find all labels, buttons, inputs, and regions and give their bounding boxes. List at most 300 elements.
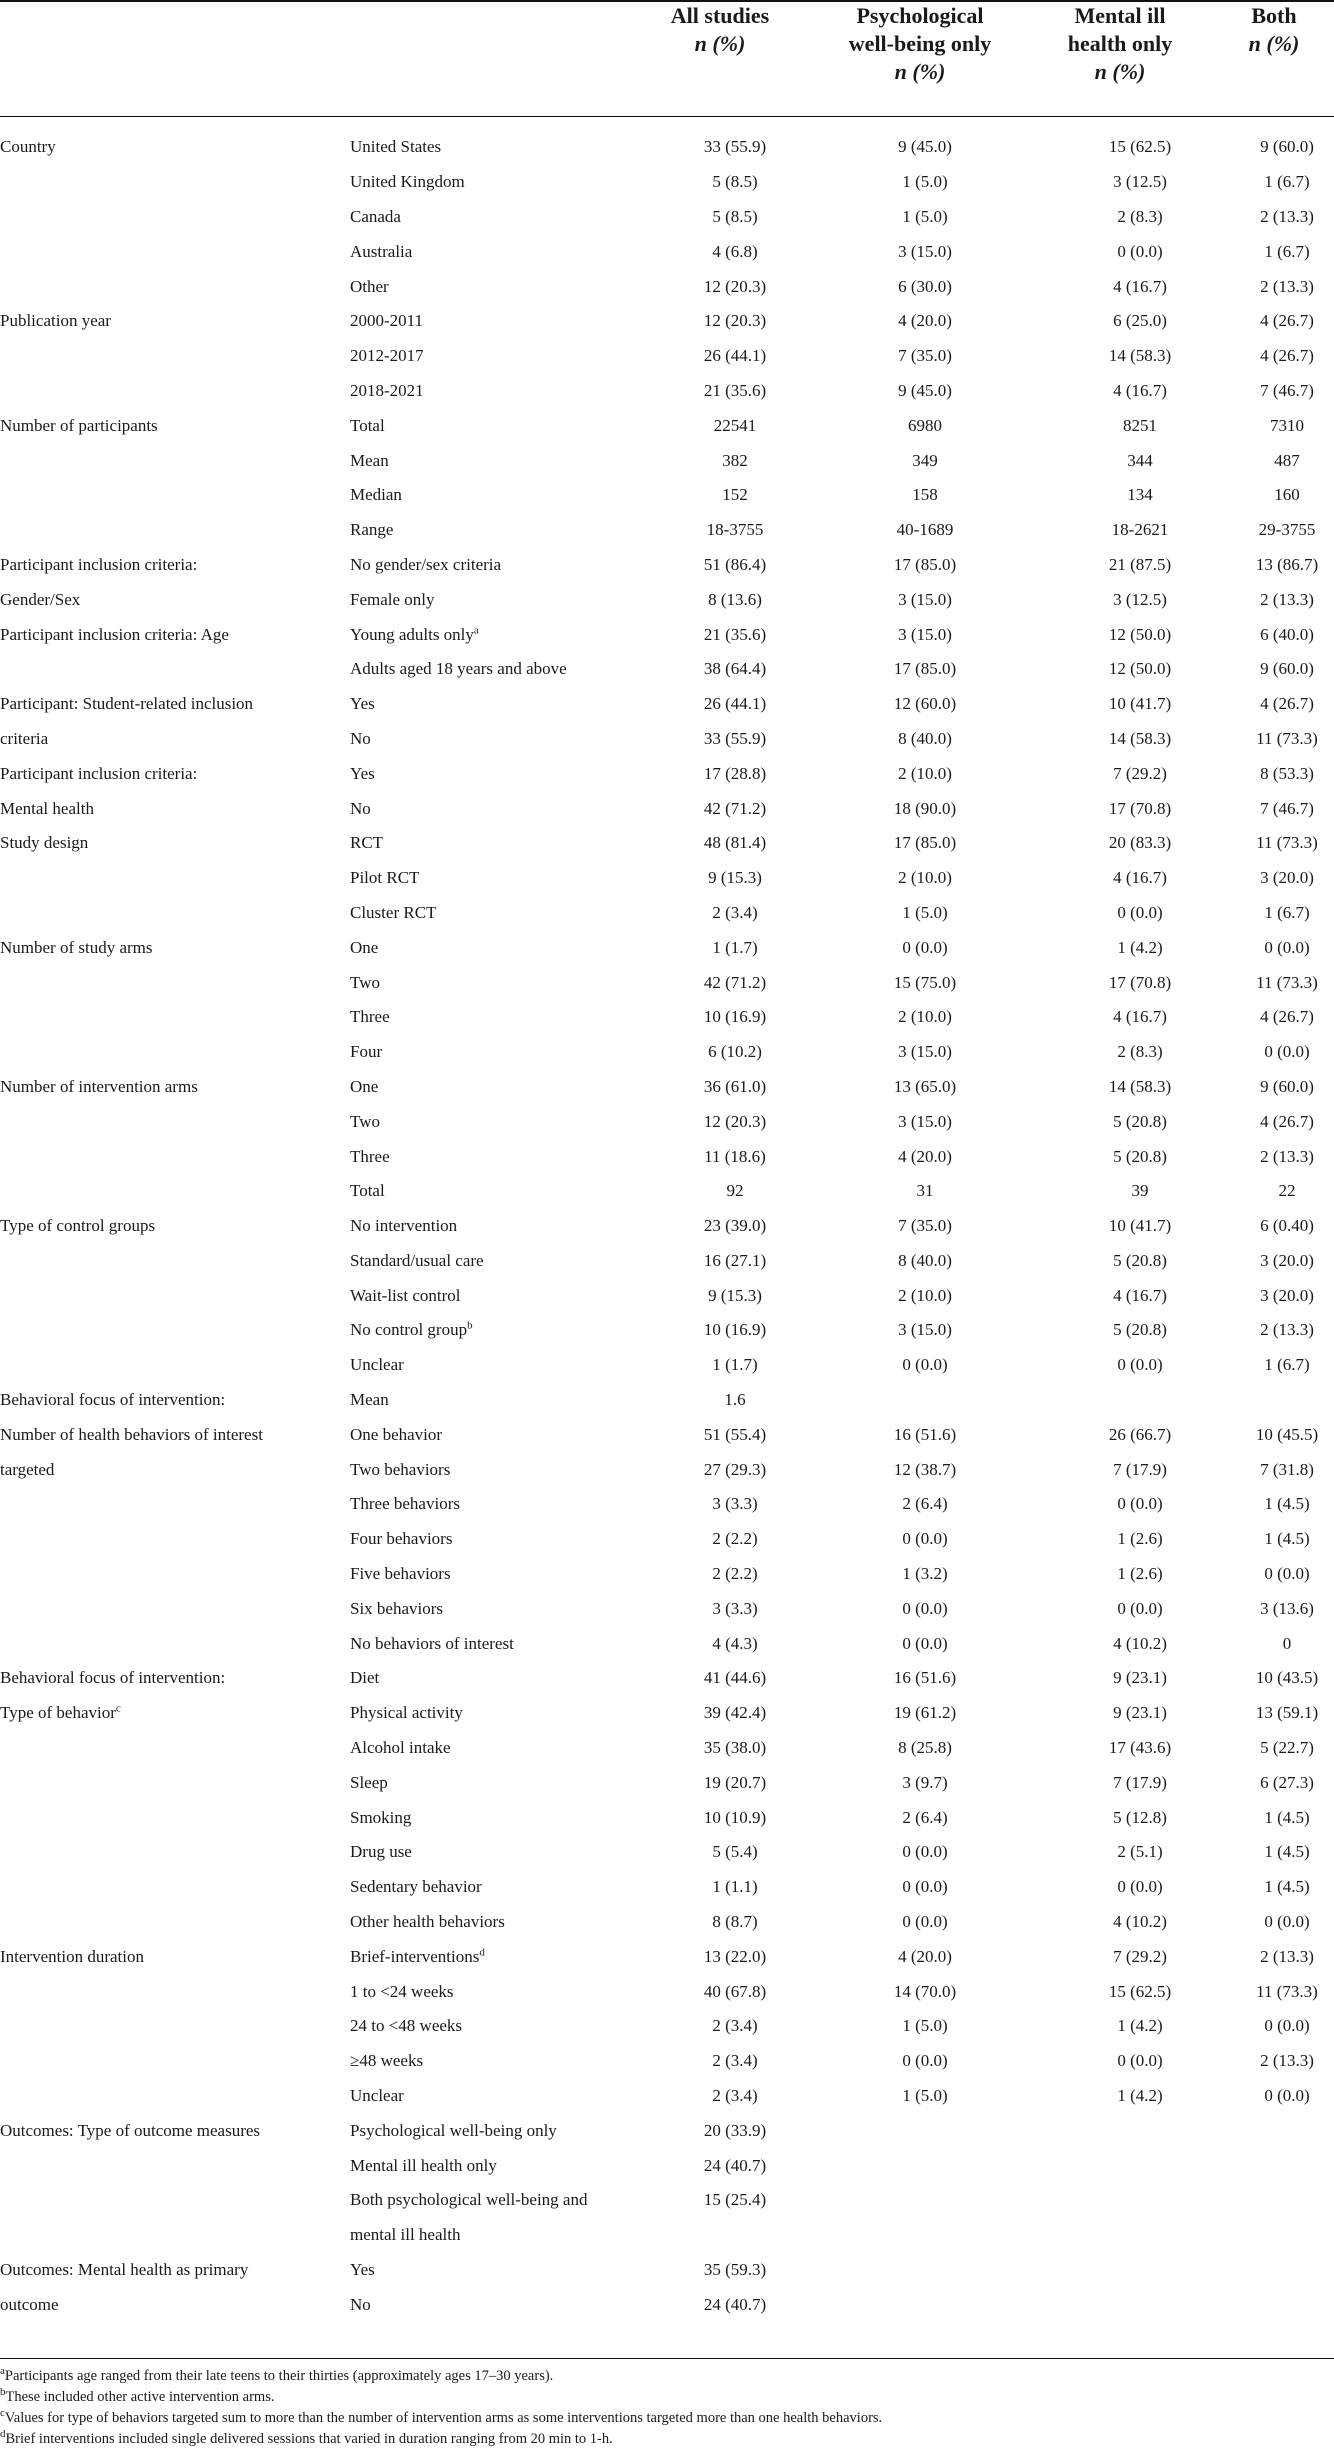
cell-both: 29-3755 xyxy=(1258,520,1316,540)
cell-psych: 1 (5.0) xyxy=(902,172,948,192)
row-category xyxy=(0,582,350,617)
cell-both: 6 (0.40) xyxy=(1260,1216,1314,1236)
cell-mental: 134 xyxy=(1127,485,1153,505)
row-label-text: United States xyxy=(350,137,442,157)
cell-both: 0 (0.0) xyxy=(1264,1042,1310,1062)
cell-both: 11 (73.3) xyxy=(1256,972,1318,992)
cell-both: 2 (13.3) xyxy=(1260,206,1314,226)
row-label-text: Adults aged 18 years and above xyxy=(350,659,567,679)
cell-psych: 17 (85.0) xyxy=(893,554,957,574)
header-all-studies xyxy=(630,2,810,58)
table-row xyxy=(0,478,1334,513)
row-category-text: Number of participants xyxy=(0,415,158,435)
row-category-text: Study design xyxy=(0,833,89,853)
row-category xyxy=(0,269,350,304)
row-label-text: Two behaviors xyxy=(350,1459,451,1479)
cell-all: 33 (55.9) xyxy=(703,728,767,748)
cell-both: 1 (4.5) xyxy=(1264,1529,1310,1549)
cell-psych: 3 (15.0) xyxy=(898,1042,952,1062)
cell-psych xyxy=(810,2218,1040,2253)
row-label xyxy=(350,617,660,652)
table-row xyxy=(0,1626,1334,1661)
cell-both: 10 (45.5) xyxy=(1255,1424,1319,1444)
cell-psych: 7 (35.0) xyxy=(898,1216,952,1236)
row-label xyxy=(350,1104,660,1139)
cell-mental: 9 (23.1) xyxy=(1113,1668,1167,1688)
row-label-text: United Kingdom xyxy=(350,172,465,192)
row-category xyxy=(0,1731,350,1766)
cell-psych: 15 (75.0) xyxy=(893,972,957,992)
cell-mental: 9 (23.1) xyxy=(1113,1703,1167,1723)
row-category xyxy=(0,234,350,269)
row-category xyxy=(0,652,350,687)
row-label xyxy=(350,582,660,617)
cell-psych: 8 (40.0) xyxy=(898,1250,952,1270)
row-category xyxy=(0,826,350,861)
row-category xyxy=(0,548,350,583)
cell-both: 7 (46.7) xyxy=(1260,798,1314,818)
row-category xyxy=(0,130,350,165)
row-label-text: Range xyxy=(350,520,394,540)
cell-psych: 13 (65.0) xyxy=(893,1076,957,1096)
cell-psych xyxy=(810,2113,1040,2148)
row-label-text: Unclear xyxy=(350,1355,404,1375)
cell-mental: 10 (41.7) xyxy=(1108,1216,1172,1236)
table-row xyxy=(0,1313,1334,1348)
row-category-text: Outcomes: Mental health as primary xyxy=(0,2260,249,2279)
row-label-text: One xyxy=(350,1076,379,1096)
table-row xyxy=(0,1765,1334,1800)
footnote-mark: d xyxy=(479,1946,485,1959)
table-row xyxy=(0,304,1334,339)
table-row xyxy=(0,652,1334,687)
row-label xyxy=(350,304,660,339)
cell-both: 11 (73.3) xyxy=(1256,1981,1318,2001)
header-psych-line2: well-being only xyxy=(848,31,992,56)
cell-mental: 4 (16.7) xyxy=(1113,380,1167,400)
cell-all: 5 (8.5) xyxy=(712,206,758,226)
row-label xyxy=(350,1487,660,1522)
row-category xyxy=(0,861,350,896)
row-category-text: Intervention duration xyxy=(0,1946,144,1966)
row-label-text: Yes xyxy=(350,763,375,783)
cell-all: 2 (3.4) xyxy=(712,902,758,922)
cell-all: 39 (42.4) xyxy=(703,1703,767,1723)
cell-psych: 6 (30.0) xyxy=(898,276,952,296)
table-row xyxy=(0,861,1334,896)
table-row xyxy=(0,1696,1334,1731)
row-label xyxy=(350,1313,660,1348)
table-row xyxy=(0,2218,1334,2253)
table-row xyxy=(0,2044,1334,2079)
cell-mental xyxy=(1040,2183,1240,2218)
row-category xyxy=(0,1661,350,1696)
footnote-text: Values for type of behaviors targeted sum to more than the number of intervention arms as some interventions targeted more than one health behaviors. xyxy=(4,2410,883,2426)
row-category-text: Outcomes: Type of outcome measures xyxy=(0,2120,261,2140)
row-label xyxy=(350,513,660,548)
cell-both: 10 (43.5) xyxy=(1255,1668,1319,1688)
table-row xyxy=(0,1487,1334,1522)
cell-both: 22 xyxy=(1278,1181,1296,1201)
cell-both: 6 (40.0) xyxy=(1260,624,1314,644)
table-row xyxy=(0,1104,1334,1139)
row-label-text: Smoking xyxy=(350,1807,412,1827)
footnote xyxy=(0,2429,1334,2450)
row-category-text: Gender/Sex xyxy=(0,589,81,609)
cell-mental: 5 (20.8) xyxy=(1113,1250,1167,1270)
table-row xyxy=(0,165,1334,200)
cell-both: 4 (26.7) xyxy=(1260,694,1314,714)
cell-psych: 8 (25.8) xyxy=(898,1738,952,1758)
cell-mental: 1 (4.2) xyxy=(1117,2086,1163,2106)
cell-both: 6 (27.3) xyxy=(1260,1772,1314,1792)
table-row xyxy=(0,1591,1334,1626)
row-category xyxy=(0,1696,350,1731)
cell-both: 4 (26.7) xyxy=(1260,1111,1314,1131)
row-label xyxy=(350,652,660,687)
header-mental-sub: n (%) xyxy=(1094,59,1146,84)
cell-psych: 0 (0.0) xyxy=(902,1877,948,1897)
row-label xyxy=(350,1765,660,1800)
row-label xyxy=(350,2079,660,2114)
row-label xyxy=(350,2009,660,2044)
row-label-text: Mean xyxy=(350,450,389,470)
table-row xyxy=(0,1070,1334,1105)
row-label xyxy=(350,1591,660,1626)
row-label xyxy=(350,1696,660,1731)
cell-psych: 31 xyxy=(916,1181,934,1201)
row-label-text: Both psychological well-being and xyxy=(350,2190,588,2210)
cell-mental: 20 (83.3) xyxy=(1108,833,1172,853)
row-label-text: Sleep xyxy=(350,1772,388,1792)
row-label-text: Two xyxy=(350,1111,380,1131)
cell-both: 2 (13.3) xyxy=(1260,276,1314,296)
cell-psych: 349 xyxy=(912,450,938,470)
cell-psych: 16 (51.6) xyxy=(893,1424,957,1444)
row-category xyxy=(0,408,350,443)
row-label-text: Three behaviors xyxy=(350,1494,460,1514)
cell-psych: 6980 xyxy=(908,415,942,435)
row-category xyxy=(0,1800,350,1835)
cell-all: 23 (39.0) xyxy=(703,1216,767,1236)
row-label xyxy=(350,1939,660,1974)
cell-psych: 0 (0.0) xyxy=(902,1912,948,1932)
cell-all: 16 (27.1) xyxy=(703,1250,767,1270)
footnote-text: Brief interventions included single delivered sessions that varied in duration ranging from 20 min to 1-h. xyxy=(5,2431,613,2447)
cell-mental: 3 (12.5) xyxy=(1113,172,1167,192)
cell-both: 2 (13.3) xyxy=(1260,1146,1314,1166)
cell-all: 51 (55.4) xyxy=(703,1424,767,1444)
cell-mental xyxy=(1040,2113,1240,2148)
cell-psych: 12 (60.0) xyxy=(893,694,957,714)
row-category xyxy=(0,2218,350,2253)
table-row xyxy=(0,130,1334,165)
row-label xyxy=(350,687,660,722)
cell-psych: 3 (15.0) xyxy=(898,1320,952,1340)
row-label xyxy=(350,1348,660,1383)
cell-both: 13 (59.1) xyxy=(1255,1703,1319,1723)
row-label-text: Total xyxy=(350,415,385,435)
data-table xyxy=(0,130,1334,2322)
row-label xyxy=(350,965,660,1000)
row-label xyxy=(350,722,660,757)
cell-all: 9 (15.3) xyxy=(708,868,762,888)
header-both-sub: n (%) xyxy=(1248,31,1300,56)
cell-psych: 14 (70.0) xyxy=(893,1981,957,2001)
cell-all: 92 xyxy=(726,1181,744,1201)
cell-all: 38 (64.4) xyxy=(703,659,767,679)
table-row xyxy=(0,1835,1334,1870)
table-row xyxy=(0,1000,1334,1035)
cell-all: 2 (3.4) xyxy=(712,2086,758,2106)
row-label xyxy=(350,1626,660,1661)
cell-psych: 18 (90.0) xyxy=(893,798,957,818)
table-row xyxy=(0,200,1334,235)
row-label-text: Four xyxy=(350,1042,383,1062)
cell-psych: 1 (5.0) xyxy=(902,2086,948,2106)
cell-all: 1 (1.7) xyxy=(712,1355,758,1375)
cell-mental: 26 (66.7) xyxy=(1108,1424,1172,1444)
row-label-text: Other health behaviors xyxy=(350,1912,505,1932)
cell-all: 2 (3.4) xyxy=(712,2051,758,2071)
bottom-rule xyxy=(0,2358,1334,2359)
row-label xyxy=(350,1452,660,1487)
cell-all: 382 xyxy=(722,450,748,470)
row-label-text: No behaviors of interest xyxy=(350,1633,514,1653)
cell-both: 1 (6.7) xyxy=(1264,1355,1310,1375)
cell-all: 9 (15.3) xyxy=(708,1285,762,1305)
cell-both: 3 (20.0) xyxy=(1260,1250,1314,1270)
row-category-text: Number of study arms xyxy=(0,937,153,957)
row-category xyxy=(0,1035,350,1070)
row-category xyxy=(0,756,350,791)
row-label-text: Cluster RCT xyxy=(350,902,437,922)
cell-mental: 14 (58.3) xyxy=(1108,346,1172,366)
cell-mental: 0 (0.0) xyxy=(1117,1877,1163,1897)
row-label xyxy=(350,1383,660,1418)
table-row xyxy=(0,2148,1334,2183)
row-label xyxy=(350,930,660,965)
row-category-text: Country xyxy=(0,137,56,157)
cell-psych: 1 (3.2) xyxy=(902,1564,948,1584)
row-category xyxy=(0,1278,350,1313)
table-row xyxy=(0,1870,1334,1905)
cell-mental: 15 (62.5) xyxy=(1108,137,1172,157)
cell-all: 11 (18.6) xyxy=(704,1146,766,1166)
row-label xyxy=(350,1557,660,1592)
cell-both: 11 (73.3) xyxy=(1256,833,1318,853)
cell-both: 0 (0.0) xyxy=(1264,2086,1310,2106)
row-label xyxy=(350,1731,660,1766)
header-mental-line1: Mental ill xyxy=(1074,3,1166,28)
cell-both xyxy=(1240,2287,1334,2322)
cell-psych: 4 (20.0) xyxy=(898,311,952,331)
row-category xyxy=(0,2113,350,2148)
row-label-text: Median xyxy=(350,485,402,505)
row-label-text: Brief-interventions xyxy=(350,1946,480,1966)
cell-all xyxy=(660,2218,810,2253)
row-label xyxy=(350,1278,660,1313)
footnotes xyxy=(0,2366,1334,2450)
table-row xyxy=(0,965,1334,1000)
row-label xyxy=(350,896,660,931)
cell-mental: 7 (17.9) xyxy=(1113,1772,1167,1792)
cell-mental: 21 (87.5) xyxy=(1108,554,1172,574)
row-label xyxy=(350,1870,660,1905)
row-category xyxy=(0,2079,350,2114)
row-label xyxy=(350,2253,660,2288)
row-label-text: 2000-2011 xyxy=(350,311,424,331)
row-category-text: Type of control groups xyxy=(0,1216,156,1236)
cell-all: 20 (33.9) xyxy=(703,2120,767,2140)
cell-mental xyxy=(1040,2218,1240,2253)
cell-both: 0 (0.0) xyxy=(1264,937,1310,957)
cell-psych: 9 (45.0) xyxy=(898,380,952,400)
cell-both: 160 xyxy=(1274,485,1300,505)
header-all-studies-title: All studies xyxy=(670,3,770,28)
row-category xyxy=(0,1626,350,1661)
cell-psych: 3 (15.0) xyxy=(898,1111,952,1131)
cell-psych: 40-1689 xyxy=(896,520,954,540)
row-category xyxy=(0,443,350,478)
table-row xyxy=(0,1557,1334,1592)
row-label xyxy=(350,1070,660,1105)
cell-both: 1 (6.7) xyxy=(1264,172,1310,192)
header-both-title: Both xyxy=(1251,3,1297,28)
cell-both xyxy=(1240,2183,1334,2218)
row-label-text: Wait-list control xyxy=(350,1285,461,1305)
cell-both: 4 (26.7) xyxy=(1260,346,1314,366)
row-category xyxy=(0,2287,350,2322)
cell-psych xyxy=(810,2183,1040,2218)
row-label-text: Sedentary behavior xyxy=(350,1877,482,1897)
cell-all: 18-3755 xyxy=(706,520,764,540)
cell-mental: 7 (17.9) xyxy=(1113,1459,1167,1479)
row-category xyxy=(0,1104,350,1139)
cell-psych: 2 (6.4) xyxy=(902,1807,948,1827)
cell-all: 5 (8.5) xyxy=(712,172,758,192)
cell-both: 7310 xyxy=(1270,415,1304,435)
cell-psych: 12 (38.7) xyxy=(893,1459,957,1479)
row-label xyxy=(350,2183,660,2218)
header-psych xyxy=(820,2,1020,86)
cell-all: 17 (28.8) xyxy=(703,763,767,783)
cell-mental: 4 (16.7) xyxy=(1113,276,1167,296)
table-row xyxy=(0,269,1334,304)
footnote-mark: c xyxy=(115,1702,121,1715)
row-label-text: No xyxy=(350,2294,371,2314)
cell-all: 8 (13.6) xyxy=(708,589,762,609)
cell-both: 2 (13.3) xyxy=(1260,1946,1314,1966)
cell-both: 487 xyxy=(1274,450,1300,470)
table-row xyxy=(0,408,1334,443)
cell-psych: 3 (15.0) xyxy=(898,589,952,609)
cell-all: 3 (3.3) xyxy=(712,1494,758,1514)
cell-psych xyxy=(810,2148,1040,2183)
row-label-text: No control group xyxy=(350,1320,468,1340)
row-label-text: Female only xyxy=(350,589,435,609)
row-label-text: Psychological well-being only xyxy=(350,2120,557,2140)
row-category-text: Participant inclusion criteria: xyxy=(0,763,198,783)
cell-psych: 2 (6.4) xyxy=(902,1494,948,1514)
row-label-text: One behavior xyxy=(350,1424,443,1444)
table-row xyxy=(0,1800,1334,1835)
cell-all: 27 (29.3) xyxy=(703,1459,767,1479)
row-label-text: Unclear xyxy=(350,2086,404,2106)
row-category xyxy=(0,687,350,722)
cell-mental: 15 (62.5) xyxy=(1108,1981,1172,2001)
cell-both xyxy=(1240,2253,1334,2288)
row-label-text: Five behaviors xyxy=(350,1564,451,1584)
row-category xyxy=(0,1348,350,1383)
cell-all: 15 (25.4) xyxy=(703,2190,767,2210)
table-row xyxy=(0,1939,1334,1974)
row-label-text: Mental ill health only xyxy=(350,2155,497,2175)
row-label-text: Drug use xyxy=(350,1842,412,1862)
cell-mental: 17 (70.8) xyxy=(1108,972,1172,992)
cell-psych: 1 (5.0) xyxy=(902,902,948,922)
row-category xyxy=(0,1070,350,1105)
table-row xyxy=(0,1417,1334,1452)
cell-all: 12 (20.3) xyxy=(703,1111,767,1131)
footnote-mark: d xyxy=(0,2428,6,2441)
cell-all: 22541 xyxy=(713,415,757,435)
table-row xyxy=(0,513,1334,548)
row-label xyxy=(350,2287,660,2322)
cell-all: 21 (35.6) xyxy=(703,380,767,400)
cell-both: 1 (4.5) xyxy=(1264,1842,1310,1862)
row-label xyxy=(350,130,660,165)
table-row xyxy=(0,2009,1334,2044)
row-category-text: Publication year xyxy=(0,311,111,331)
cell-all: 42 (71.2) xyxy=(703,972,767,992)
cell-both: 1 (4.5) xyxy=(1264,1494,1310,1514)
row-category xyxy=(0,374,350,409)
cell-all: 1 (1.7) xyxy=(712,937,758,957)
row-label xyxy=(350,339,660,374)
header-all-studies-sub: n (%) xyxy=(694,31,746,56)
row-label-text: 1 to <24 weeks xyxy=(350,1981,454,2001)
row-category-text: Mental health xyxy=(0,798,94,818)
row-category xyxy=(0,1383,350,1418)
table-row xyxy=(0,548,1334,583)
row-label xyxy=(350,1661,660,1696)
cell-mental: 5 (12.8) xyxy=(1113,1807,1167,1827)
cell-both: 3 (20.0) xyxy=(1260,868,1314,888)
row-category xyxy=(0,2009,350,2044)
cell-psych: 0 (0.0) xyxy=(902,1842,948,1862)
row-category-text: criteria xyxy=(0,728,49,748)
row-label xyxy=(350,1209,660,1244)
cell-mental xyxy=(1040,2287,1240,2322)
cell-all: 24 (40.7) xyxy=(703,2155,767,2175)
cell-mental: 4 (16.7) xyxy=(1113,868,1167,888)
footnote-text: Participants age ranged from their late teens to their thirties (approximately ages 17–30 years). xyxy=(4,2368,554,2384)
footnote xyxy=(0,2408,1334,2429)
cell-mental: 12 (50.0) xyxy=(1108,624,1172,644)
row-label xyxy=(350,2044,660,2079)
cell-mental: 0 (0.0) xyxy=(1117,2051,1163,2071)
row-label xyxy=(350,1244,660,1279)
footnote xyxy=(0,2366,1334,2387)
row-category xyxy=(0,1974,350,2009)
cell-both: 8 (53.3) xyxy=(1260,763,1314,783)
table-row xyxy=(0,582,1334,617)
row-label xyxy=(350,1035,660,1070)
cell-all: 4 (6.8) xyxy=(712,241,758,261)
cell-psych xyxy=(810,1383,1040,1418)
row-label xyxy=(350,408,660,443)
